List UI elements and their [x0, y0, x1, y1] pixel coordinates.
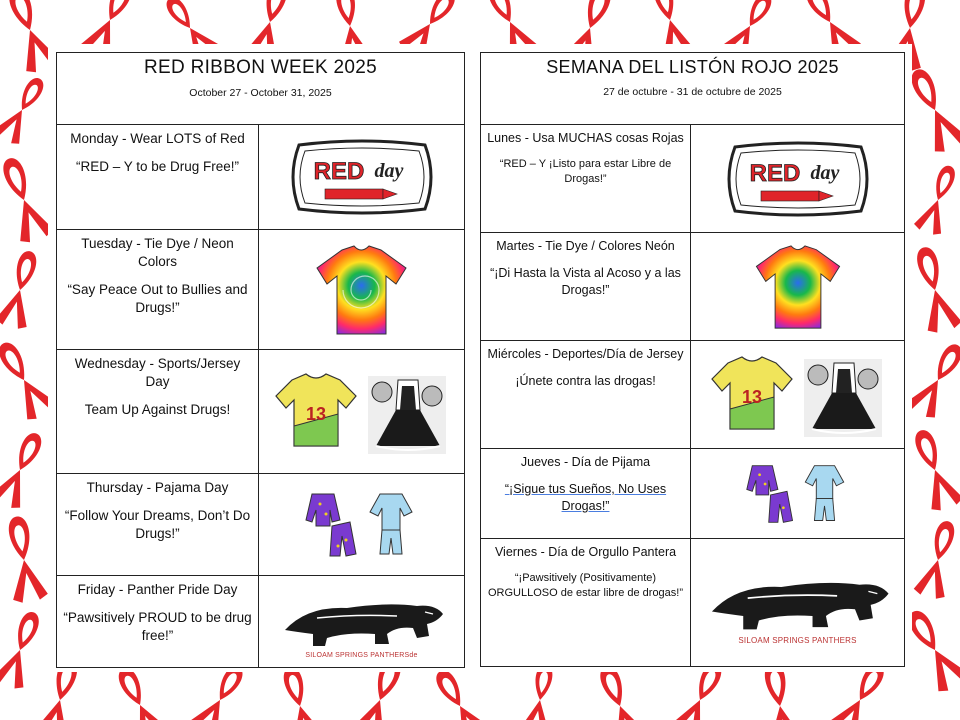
panther-caption-es: SILOAM SPRINGS PANTHERS	[738, 636, 857, 645]
tie-dye-shirt-image-es	[753, 244, 843, 330]
tie-dye-shirt-image	[314, 244, 409, 336]
spanish-flyer	[474, 44, 912, 672]
spanish-schedule-table	[480, 52, 905, 667]
english-header	[57, 53, 465, 125]
sports-jersey-cell-es	[691, 341, 905, 449]
pajama-cell-es	[691, 449, 905, 539]
red-day-logo-cell	[259, 125, 465, 230]
english-header-row	[57, 53, 465, 125]
martes-slogan: “¡Di Hasta la Vista al Acoso y a las Drogas!”	[490, 266, 681, 297]
lunes-row	[481, 125, 905, 233]
svg-text:13: 13	[741, 386, 762, 407]
wednesday-row	[57, 350, 465, 474]
english-dates: October 27 - October 31, 2025	[189, 87, 332, 99]
red-day-logo-image	[287, 137, 437, 217]
martes-heading: Martes - Tie Dye / Colores Neón	[496, 239, 675, 253]
thursday-row	[57, 474, 465, 576]
tie-dye-shirt-cell	[259, 230, 465, 350]
lunes-heading: Lunes - Usa MUCHAS cosas Rojas	[487, 131, 684, 145]
pajama-image	[302, 490, 422, 560]
thursday-slogan: “Follow Your Dreams, Don’t Do Drugs!”	[64, 508, 251, 541]
monday-slogan: “RED – Y to be Drug Free!”	[75, 159, 240, 174]
jueves-row	[481, 449, 905, 539]
panther-caption: SILOAM SPRINGS PANTHERSde	[305, 652, 418, 659]
svg-text:RED: RED	[313, 158, 364, 185]
english-title: RED RIBBON WEEK 2025	[143, 57, 378, 78]
english-schedule-table	[56, 52, 465, 668]
friday-heading: Friday - Panther Pride Day	[77, 582, 238, 597]
tuesday-row	[57, 230, 465, 350]
tuesday-heading: Tuesday - Tie Dye / Neon Colors	[81, 236, 234, 269]
monday-heading: Monday - Wear LOTS of Red	[70, 131, 245, 146]
jueves-slogan: “¡Sigue tus Sueños, No Uses Drogas!”	[504, 482, 667, 513]
svg-text:day: day	[810, 161, 839, 184]
sports-jersey-cell	[259, 350, 465, 474]
pajama-cell	[259, 474, 465, 576]
spanish-title: SEMANA DEL LISTÓN ROJO 2025	[546, 57, 839, 77]
viernes-heading: Viernes - Día de Orgullo Pantera	[494, 545, 677, 559]
english-flyer	[48, 44, 472, 672]
panther-logo-image-es	[703, 560, 893, 634]
svg-text:RED: RED	[749, 159, 800, 187]
miercoles-heading: Miércoles - Deportes/Día de Jersey	[487, 347, 684, 361]
wednesday-heading: Wednesday - Sports/Jersey Day	[74, 356, 241, 389]
panther-cell-es	[691, 539, 905, 667]
lunes-slogan: “RED – Y ¡Listo para estar Libre de Drogas!”	[499, 158, 672, 185]
jersey-cheer-image-es	[708, 349, 888, 441]
miercoles-slogan: ¡Únete contra las drogas!	[515, 374, 656, 388]
monday-row	[57, 125, 465, 230]
viernes-slogan: “¡Pawsitively (Positivamente) ORGULLOSO de estar libre de drogas!”	[487, 572, 684, 599]
wednesday-slogan: Team Up Against Drugs!	[84, 402, 231, 417]
miercoles-row	[481, 341, 905, 449]
friday-slogan: “Pawsitively PROUD to be drug free!”	[63, 610, 252, 643]
red-day-logo-image-es	[723, 139, 873, 219]
martes-row	[481, 233, 905, 341]
svg-text:13: 13	[305, 403, 326, 424]
svg-text:day: day	[374, 160, 403, 182]
pajama-image-es	[743, 462, 853, 526]
jueves-heading: Jueves - Día de Pijama	[520, 455, 651, 469]
friday-row	[57, 576, 465, 668]
spanish-header-row	[481, 53, 905, 125]
tie-dye-shirt-cell-es	[691, 233, 905, 341]
thursday-heading: Thursday - Pajama Day	[86, 480, 229, 495]
viernes-row	[481, 539, 905, 667]
spanish-dates: 27 de octubre - 31 de octubre de 2025	[603, 86, 782, 98]
tuesday-slogan: “Say Peace Out to Bullies and Drugs!”	[67, 282, 248, 315]
jersey-cheer-image	[272, 366, 452, 458]
spanish-header	[481, 53, 905, 125]
red-day-logo-cell-es	[691, 125, 905, 233]
panther-cell	[259, 576, 465, 668]
panther-logo-image	[277, 584, 447, 650]
